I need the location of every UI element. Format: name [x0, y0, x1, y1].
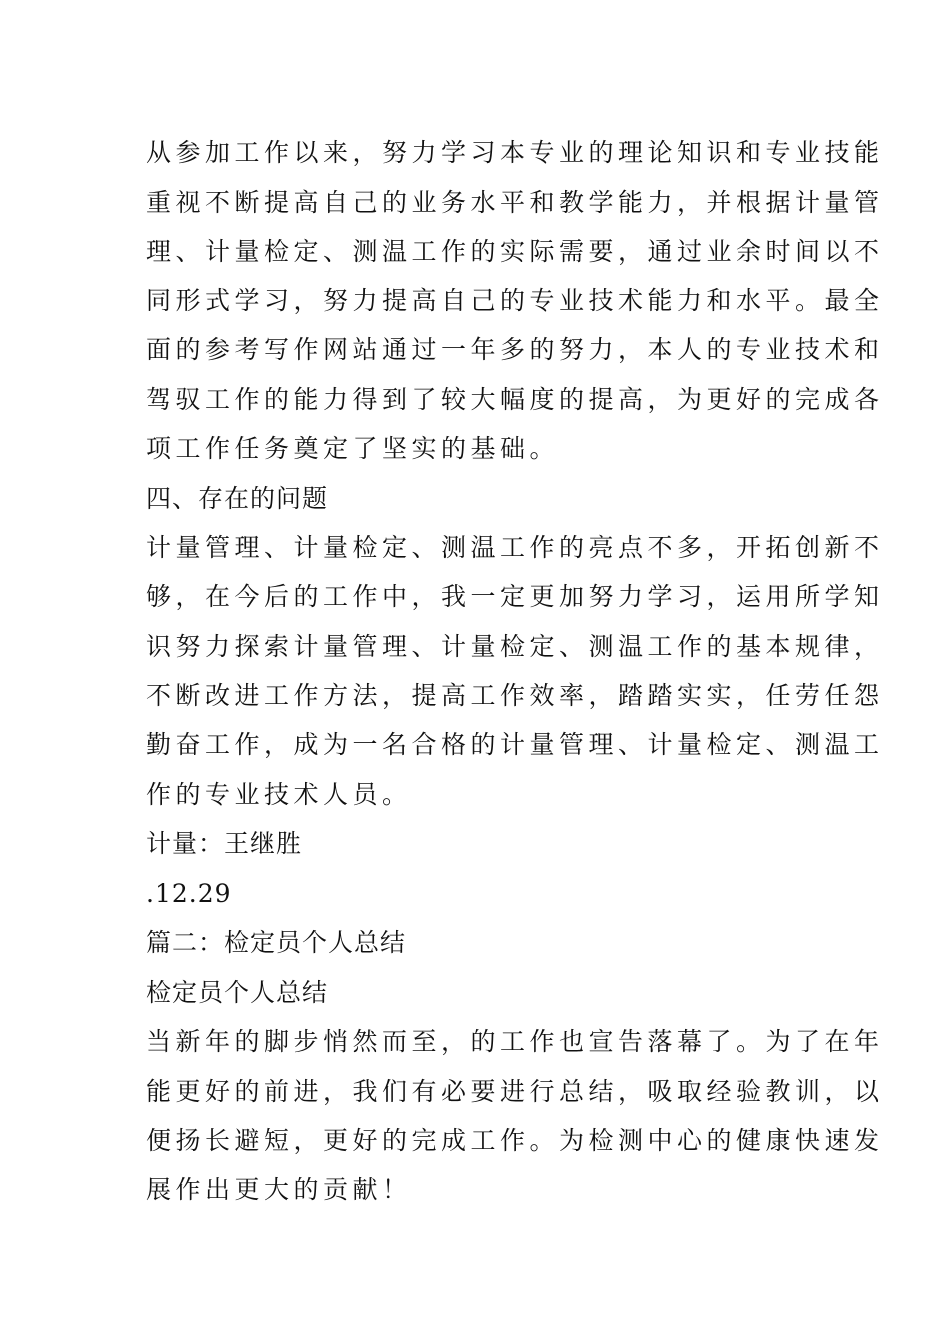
body-line-22: 展作出更大的贡献！: [146, 1175, 412, 1204]
body-line-20: 能更好的前进，我们有必要进行总结，吸取经验教训，以: [146, 1077, 884, 1106]
body-line-13: 勤奋工作，成为一名合格的计量管理、计量检定、测温工: [146, 730, 884, 759]
chapter-title: 检定员个人总结: [146, 978, 329, 1007]
body-line-1: 从参加工作以来，努力学习本专业的理论知识和专业技能: [146, 138, 884, 167]
body-line-7: 项工作任务奠定了坚实的基础。: [146, 434, 560, 463]
body-line-19: 当新年的脚步悄然而至，的工作也宣告落幕了。为了在年: [146, 1027, 884, 1056]
author-line: 计量：王继胜: [146, 829, 303, 858]
body-line-12: 不断改进工作方法，提高工作效率，踏踏实实，任劳任怨: [146, 681, 884, 710]
body-line-4: 同形式学习，努力提高自己的专业技术能力和水平。最全: [146, 286, 884, 315]
body-line-14: 作的专业技术人员。: [146, 780, 412, 809]
section-heading: 四、存在的问题: [146, 484, 329, 513]
body-line-11: 识努力探索计量管理、计量检定、测温工作的基本规律，: [146, 632, 884, 661]
body-line-2: 重视不断提高自己的业务水平和教学能力，并根据计量管: [146, 188, 884, 217]
body-line-5: 面的参考写作网站通过一年多的努力，本人的专业技术和: [146, 335, 884, 364]
date-line: .12.29: [146, 879, 232, 908]
body-line-3: 理、计量检定、测温工作的实际需要，通过业余时间以不: [146, 237, 884, 266]
body-line-10: 够，在今后的工作中，我一定更加努力学习，运用所学知: [146, 582, 884, 611]
body-line-21: 便扬长避短，更好的完成工作。为检测中心的健康快速发: [146, 1126, 884, 1155]
body-line-6: 驾驭工作的能力得到了较大幅度的提高，为更好的完成各: [146, 385, 884, 414]
body-line-9: 计量管理、计量检定、测温工作的亮点不多，开拓创新不: [146, 533, 884, 562]
chapter-heading: 篇二：检定员个人总结: [146, 928, 407, 957]
